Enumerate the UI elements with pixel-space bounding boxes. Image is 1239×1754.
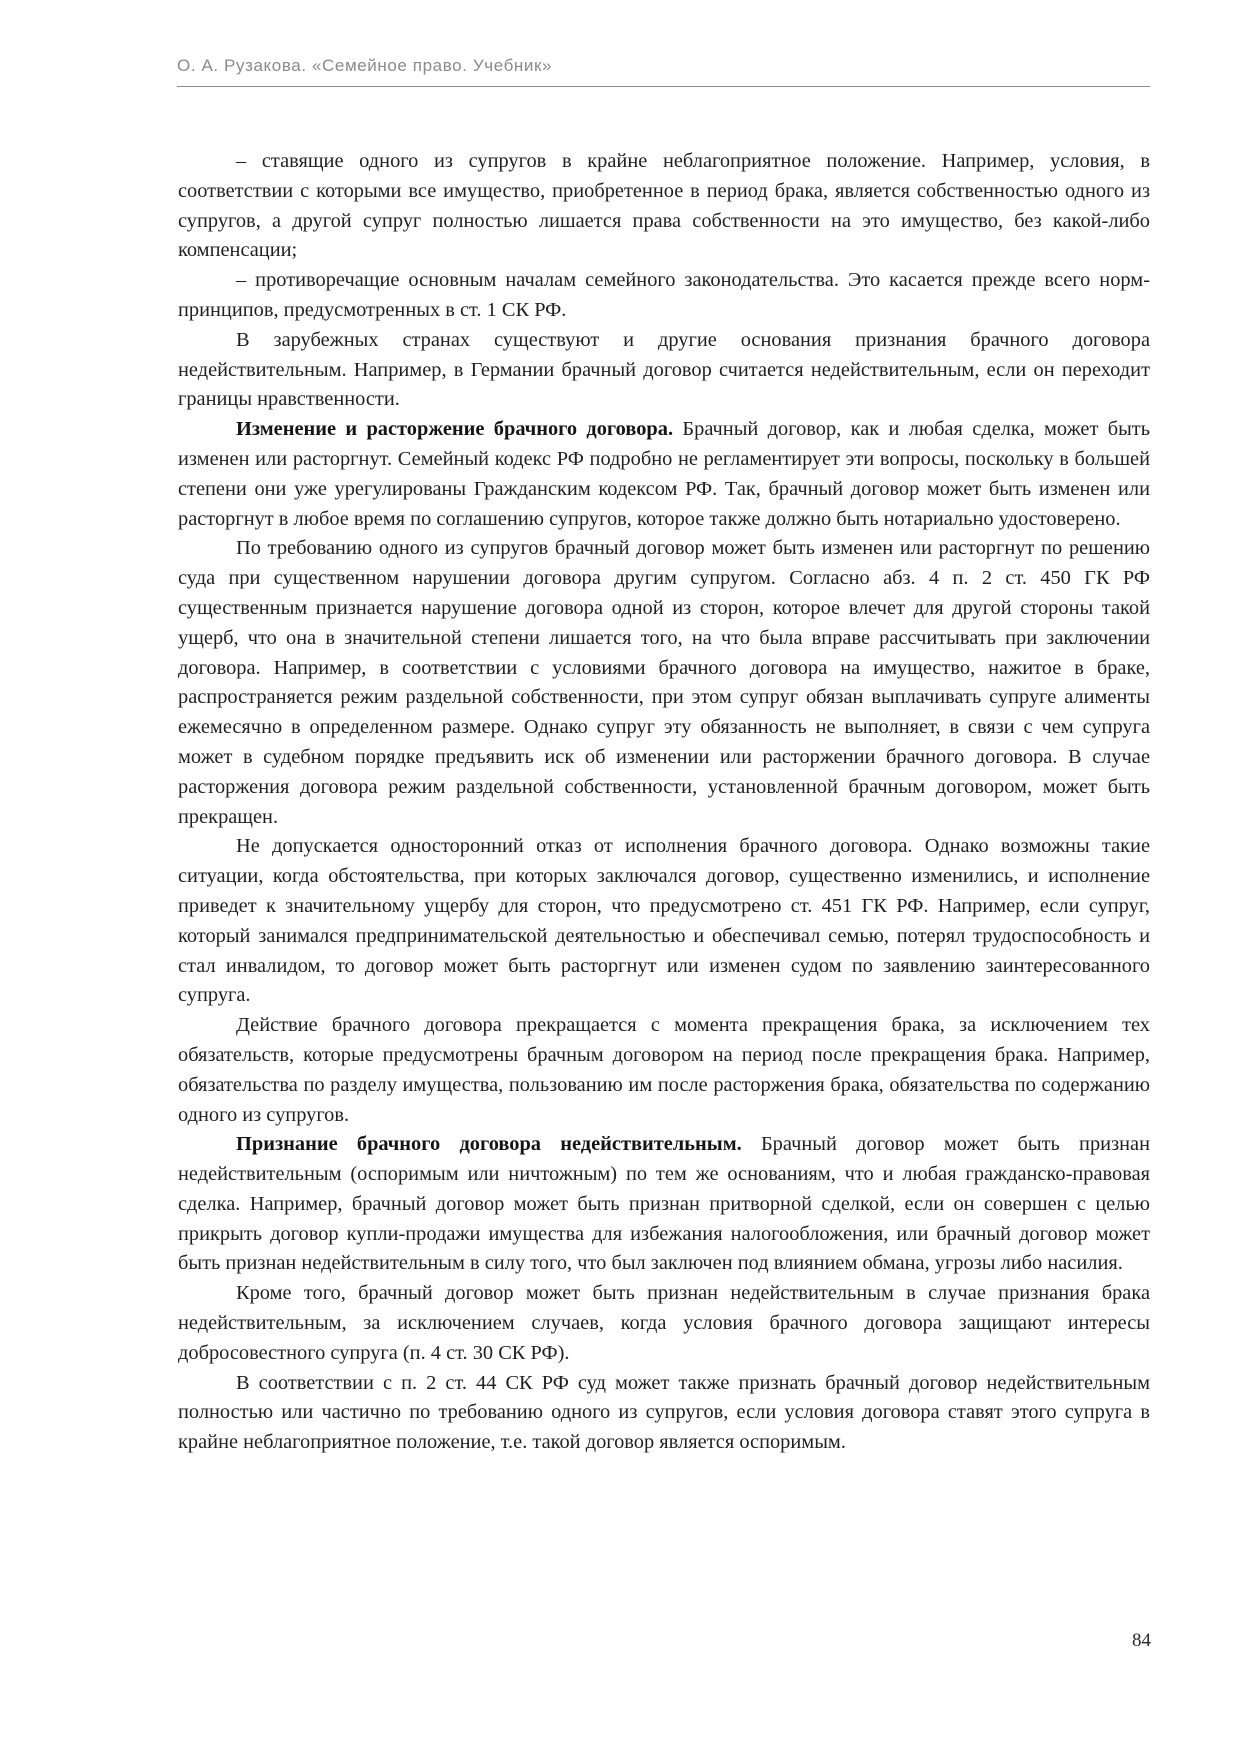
paragraph-text: В соответствии с п. 2 ст. 44 СК РФ суд может также признать брачный договор недействительным полностью или частично по требованию одного из супругов, если условия договора ставят этого супруга в крайне неблагоприятное положение, т.е. такой договор является оспоримым. [178,1371,1150,1454]
page-number: 84 [1132,1630,1151,1651]
header-divider [177,86,1150,87]
paragraph-text: В зарубежных странах существуют и другие основания признания брачного договора недействительным. Например, в Германии брачный договор считается недействительным, если он переходит границы нравственности. [178,328,1150,411]
paragraph-9 [178,1279,1150,1368]
section-heading-amendment: Изменение и расторжение брачного договора. [236,418,674,441]
paragraph-7 [178,1011,1150,1130]
paragraph-3 [178,326,1150,415]
paragraph-8 [178,1130,1150,1279]
paragraph-text: Действие брачного договора прекращается с момента прекращения брака, за исключением тех обязательств, которые предусмотрены брачным договором на период после прекращения брака. Например, обязательства по разделу имущества, пользованию им после расторжения брака, обязательства по содержанию одного из супругов. [178,1014,1150,1126]
running-header: О. А. Рузакова. «Семейное право. Учебник» [177,56,553,75]
paragraph-10 [178,1369,1150,1458]
paragraph-5 [178,534,1150,832]
paragraph-text: Брачный договор, как и любая сделка, может быть изменен или расторгнут. Семейный кодекс РФ подробно не регламентирует эти вопросы, поскольку в большей степени они уже урегулированы Гражданским кодексом РФ. Так, брачный договор может быть изменен или расторгнут в любое время по соглашению супругов, которое также должно быть нотариально удостоверено. [178,418,1150,530]
paragraph-1 [178,147,1150,266]
paragraph-4 [178,415,1150,534]
paragraph-text: – противоречащие основным началам семейного законодательства. Это касается прежде всего норм-принципов, предусмотренных в ст. 1 СК РФ. [178,269,1150,321]
paragraph-text: – ставящие одного из супругов в крайне неблагоприятное положение. Например, условия, в соответствии с которыми все имущество, приобретенное в период брака, является собственностью одного из супругов, а другой супруг полностью лишается права собственности на это имущество, без какой-либо компенсации; [178,150,1150,262]
paragraph-text: Кроме того, брачный договор может быть признан недействительным в случае признания брака недействительным, за исключением случаев, когда условия брачного договора защищают интересы добросовестного супруга (п. 4 ст. 30 СК РФ). [178,1282,1150,1364]
paragraph-text: Не допускается односторонний отказ от исполнения брачного договора. Однако возможны такие ситуации, когда обстоятельства, при которых заключался договор, существенно изменились, и исполнение приведет к значительному ущербу для сторон, что предусмотрено ст. 451 ГК РФ. Например, если супруг, который занимался предпринимательской деятельностью и обеспечивал семью, потерял трудоспособность и стал инвалидом, то договор может быть расторгнут или изменен судом по заявлению заинтересованного супруга. [178,835,1150,1007]
paragraph-2 [178,266,1150,326]
paragraph-text: По требованию одного из супругов брачный договор может быть изменен или расторгнут по решению суда при существенном нарушении договора другим супругом. Согласно абз. 4 п. 2 ст. 450 ГК РФ существенным признается нарушение договора одной из сторон, которое влечет для другой стороны такой ущерб, что она в значительной степени лишается того, на что была вправе рассчитывать при заключении договора. Например, в соответствии с условиями брачного договора на имущество, нажитое в браке, распространяется режим раздельной собственности, при этом супруг обязан выплачивать супруге алименты ежемесячно в определенном размере. Однако супруг эту обязанность не выполняет, в связи с чем супруга может в судебном порядке предъявить иск об изменении или расторжении брачного договора. В случае расторжения договора режим раздельной собственности, установленной брачным договором, может быть прекращен. [178,537,1150,828]
section-heading-invalidity: Признание брачного договора недействительным. [236,1133,742,1156]
paragraph-6 [178,832,1150,1011]
paragraph-text: Брачный договор может быть признан недействительным (оспоримым или ничтожным) по тем же основаниям, что и любая гражданско-правовая сделка. Например, брачный договор может быть признан притворной сделкой, если он совершен с целью прикрыть договор купли-продажи имущества для избежания налогообложения, или брачный договор может быть признан недействительным в силу того, что был заключен под влиянием обмана, угрозы либо насилия. [178,1133,1150,1275]
body-text [178,147,1150,1458]
